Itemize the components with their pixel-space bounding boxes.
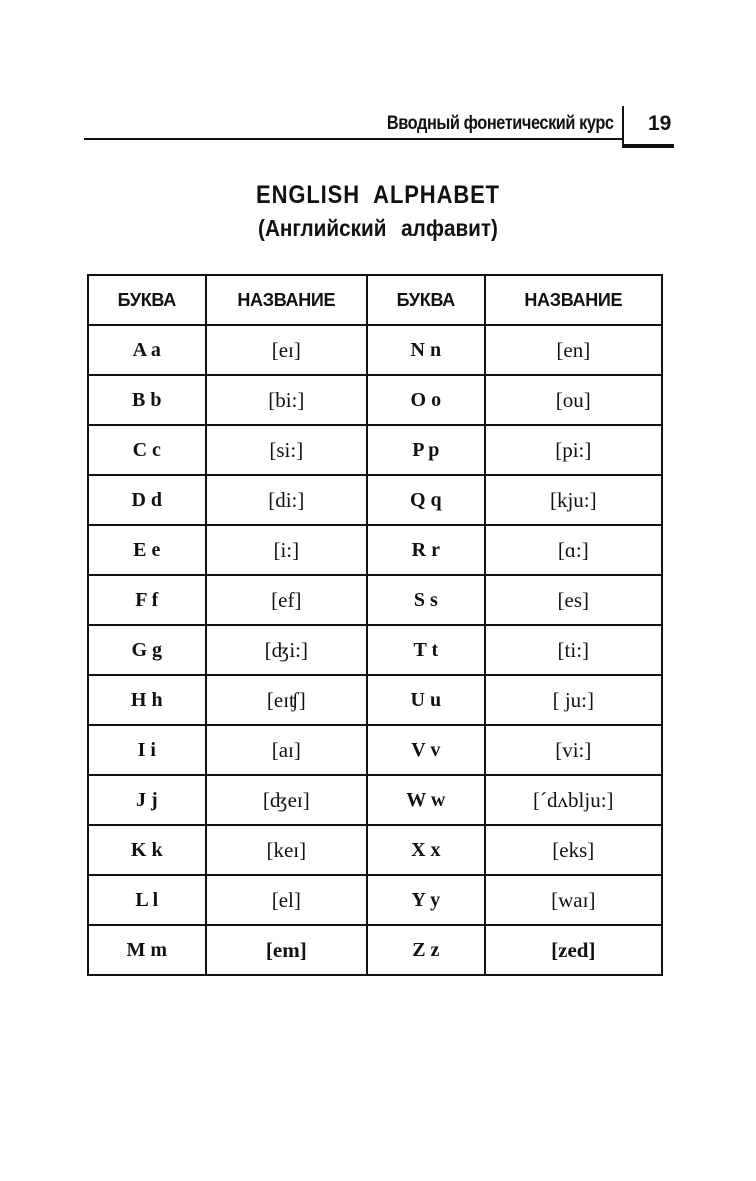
name-cell: [keɪ] bbox=[206, 825, 368, 875]
letter-cell: R r bbox=[367, 525, 485, 575]
header-divider-vertical bbox=[622, 106, 624, 146]
letter-cell: S s bbox=[367, 575, 485, 625]
title-russian: (Английский алфавит) bbox=[258, 215, 498, 241]
table-row bbox=[88, 675, 662, 725]
name-cell: [ef] bbox=[206, 575, 368, 625]
letter-cell: P p bbox=[367, 425, 485, 475]
letter-cell: Z z bbox=[367, 925, 485, 975]
table-row bbox=[88, 525, 662, 575]
letter-cell: U u bbox=[367, 675, 485, 725]
letter-cell: Y y bbox=[367, 875, 485, 925]
table-row bbox=[88, 875, 662, 925]
letter-cell: A a bbox=[88, 325, 206, 375]
column-header-letter: БУКВА bbox=[88, 275, 206, 325]
letter-cell: O o bbox=[367, 375, 485, 425]
table-row bbox=[88, 375, 662, 425]
letter-cell: H h bbox=[88, 675, 206, 725]
alphabet-table bbox=[87, 274, 663, 976]
letter-cell: G g bbox=[88, 625, 206, 675]
name-cell: [ ju:] bbox=[485, 675, 662, 725]
letter-cell: D d bbox=[88, 475, 206, 525]
table-row bbox=[88, 725, 662, 775]
letter-cell: V v bbox=[367, 725, 485, 775]
name-cell: [ʤeɪ] bbox=[206, 775, 368, 825]
letter-cell: I i bbox=[88, 725, 206, 775]
table-row bbox=[88, 625, 662, 675]
table-row bbox=[88, 925, 662, 975]
letter-cell: C c bbox=[88, 425, 206, 475]
name-cell: [ˊdʌblju:] bbox=[485, 775, 662, 825]
name-cell: [di:] bbox=[206, 475, 368, 525]
letter-cell: Q q bbox=[367, 475, 485, 525]
table-header-row bbox=[88, 275, 662, 325]
title-english: ENGLISH ALPHABET bbox=[256, 181, 500, 209]
letter-cell: T t bbox=[367, 625, 485, 675]
name-cell: [vi:] bbox=[485, 725, 662, 775]
name-cell: [es] bbox=[485, 575, 662, 625]
letter-cell: K k bbox=[88, 825, 206, 875]
name-cell: [en] bbox=[485, 325, 662, 375]
name-cell: [ʤi:] bbox=[206, 625, 368, 675]
letter-cell: N n bbox=[367, 325, 485, 375]
table-row bbox=[88, 475, 662, 525]
name-cell: [ou] bbox=[485, 375, 662, 425]
letter-cell: W w bbox=[367, 775, 485, 825]
letter-cell: M m bbox=[88, 925, 206, 975]
letter-cell: X x bbox=[367, 825, 485, 875]
name-cell: [i:] bbox=[206, 525, 368, 575]
name-cell: [aɪ] bbox=[206, 725, 368, 775]
name-cell: [si:] bbox=[206, 425, 368, 475]
name-cell: [eks] bbox=[485, 825, 662, 875]
table-row bbox=[88, 425, 662, 475]
letter-cell: F f bbox=[88, 575, 206, 625]
name-cell: [waɪ] bbox=[485, 875, 662, 925]
header-rule bbox=[84, 138, 623, 140]
name-cell: [eɪʧ] bbox=[206, 675, 368, 725]
name-cell: [ɑ:] bbox=[485, 525, 662, 575]
column-header-letter: БУКВА bbox=[367, 275, 485, 325]
letter-cell: B b bbox=[88, 375, 206, 425]
name-cell: [kju:] bbox=[485, 475, 662, 525]
running-title: Вводный фонетический курс bbox=[387, 113, 614, 134]
name-cell: [em] bbox=[206, 925, 368, 975]
name-cell: [bi:] bbox=[206, 375, 368, 425]
name-cell: [ti:] bbox=[485, 625, 662, 675]
table-row bbox=[88, 575, 662, 625]
column-header-name: НАЗВАНИЕ bbox=[206, 275, 368, 325]
title-block bbox=[0, 178, 756, 244]
name-cell: [pi:] bbox=[485, 425, 662, 475]
name-cell: [zed] bbox=[485, 925, 662, 975]
letter-cell: L l bbox=[88, 875, 206, 925]
table-row bbox=[88, 825, 662, 875]
page-number: 19 bbox=[648, 112, 672, 135]
name-cell: [el] bbox=[206, 875, 368, 925]
table-row bbox=[88, 325, 662, 375]
table-row bbox=[88, 775, 662, 825]
column-header-name: НАЗВАНИЕ bbox=[485, 275, 662, 325]
page-number-rule bbox=[622, 144, 674, 148]
letter-cell: E e bbox=[88, 525, 206, 575]
letter-cell: J j bbox=[88, 775, 206, 825]
name-cell: [eɪ] bbox=[206, 325, 368, 375]
